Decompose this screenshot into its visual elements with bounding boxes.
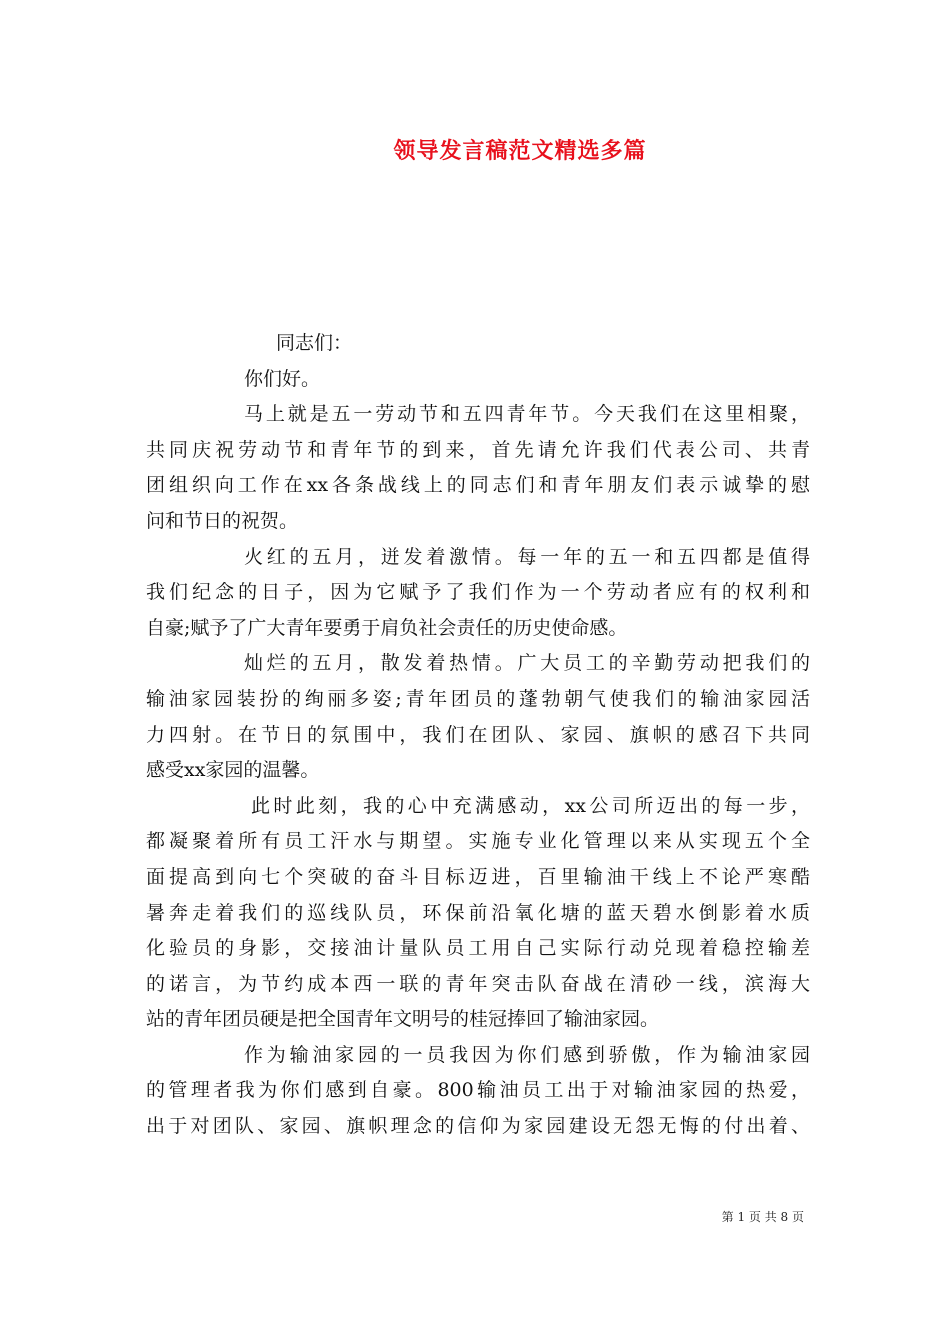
paragraph-line: 站的青年团员硬是把全国青年文明号的桂冠捧回了输油家园。 (146, 1008, 660, 1031)
paragraph-line: 火红的五月，迸发着激情。每一年的五一和五四都是值得 (244, 545, 810, 568)
document-title: 领导发言稿范文精选多篇 (393, 139, 647, 164)
paragraph-line: 力四射。在节日的氛围中，我们在团队、家园、旗帜的感召下共同 (146, 723, 810, 746)
salutation-line: 你们好。 (244, 367, 321, 390)
paragraph-line: 感受xx家园的温馨。 (146, 759, 320, 782)
greeting-line: 同志们： (276, 332, 353, 354)
paragraph-line: 问和节日的祝贺。 (146, 509, 299, 532)
paragraph-line: 马上就是五一劳动节和五四青年节。今天我们在这里相聚， (244, 403, 810, 426)
document-body (146, 326, 810, 1145)
paragraph-line: 出于对团队、家园、旗帜理念的信仰为家园建设无怨无悔的付出着、 (146, 1115, 810, 1138)
paragraph-line: 共同庆祝劳动节和青年节的到来，首先请允许我们代表公司、共青 (146, 438, 810, 461)
paragraph-line: 作为输油家园的一员我因为你们感到骄傲，作为输油家园 (244, 1043, 810, 1066)
paragraph-line: 此时此刻，我的心中充满感动，xx公司所迈出的每一步， (251, 794, 810, 817)
paragraph-line: 都凝聚着所有员工汗水与期望。实施专业化管理以来从实现五个全 (146, 830, 810, 853)
paragraph-line: 暑奔走着我们的巡线队员，环保前沿氧化塘的蓝天碧水倒影着水质 (146, 901, 810, 924)
paragraph-line: 的诺言，为节约成本西一联的青年突击队奋战在清砂一线，滨海大 (146, 972, 810, 995)
paragraph-line: 输油家园装扮的绚丽多姿;青年团员的蓬勃朝气使我们的输油家园活 (146, 687, 810, 710)
paragraph-line: 自豪;赋予了广大青年要勇于肩负社会责任的历史使命感。 (146, 616, 628, 639)
paragraph-line: 团组织向工作在xx各条战线上的同志们和青年朋友们表示诚挚的慰 (146, 474, 810, 497)
page-number: 第 1 页 共 8 页 (721, 1210, 804, 1224)
paragraph-line: 化验员的身影，交接油计量队员工用自己实际行动兑现着稳控输差 (146, 937, 810, 960)
paragraph-line: 面提高到向七个突破的奋斗目标迈进，百里输油干线上不论严寒酷 (146, 865, 810, 888)
paragraph-line: 灿烂的五月，散发着热情。广大员工的辛勤劳动把我们的 (244, 652, 810, 675)
paragraph-line: 我们纪念的日子，因为它赋予了我们作为一个劳动者应有的权利和 (146, 581, 810, 604)
paragraph-line: 的管理者我为你们感到自豪。800输油员工出于对输油家园的热爱， (146, 1079, 810, 1102)
